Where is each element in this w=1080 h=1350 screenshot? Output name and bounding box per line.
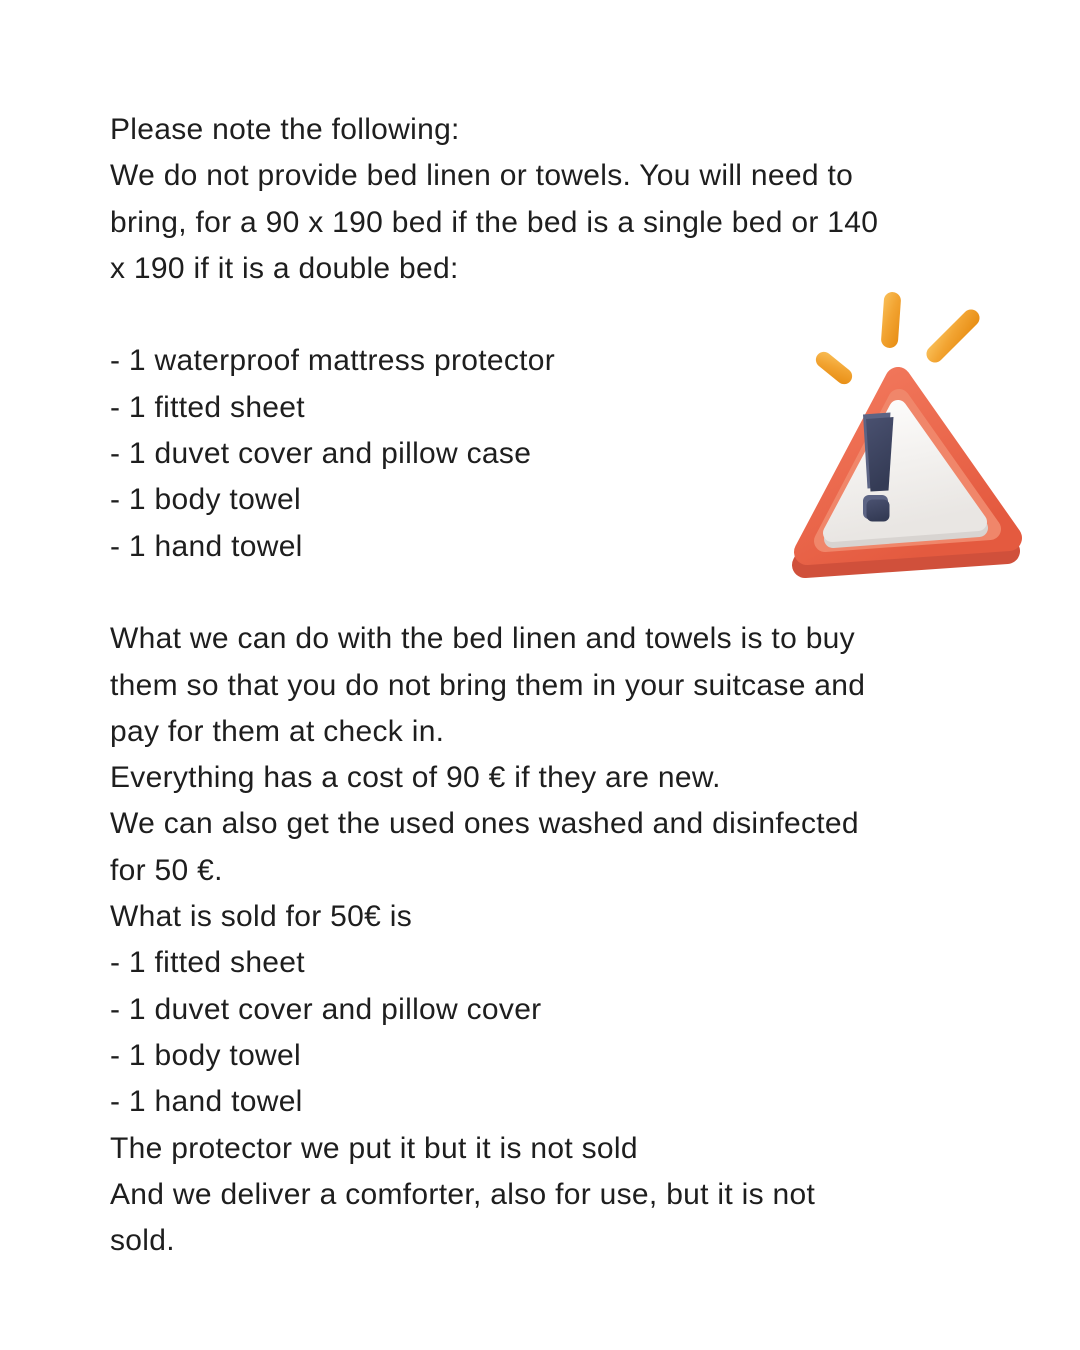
text-line: We do not provide bed linen or towels. You will need to — [110, 159, 854, 193]
text-line: - 1 body towel — [110, 1038, 301, 1072]
text-line: Everything has a cost of 90 € if they are new. — [110, 761, 721, 795]
text-line: - 1 fitted sheet — [110, 946, 305, 980]
text-line: - 1 hand towel — [110, 1085, 303, 1119]
text-line: What is sold for 50€ is — [110, 900, 413, 934]
text-line: sold. — [110, 1224, 175, 1258]
text-line: x 190 if it is a double bed: — [110, 251, 459, 285]
text-line: - 1 waterproof mattress protector — [110, 344, 556, 378]
text-line: - 1 duvet cover and pillow cover — [110, 992, 542, 1026]
text-line: - 1 fitted sheet — [110, 390, 305, 424]
text-line: bring, for a 90 x 190 bed if the bed is a single bed or 140 — [110, 205, 879, 239]
text-line: Please note the following: — [110, 113, 460, 146]
text-line: them so that you do not bring them in your suitcase and — [110, 668, 866, 702]
text-line: - 1 body towel — [110, 483, 301, 517]
text-line: for 50 €. — [110, 853, 223, 887]
warning-alert-icon-svg — [780, 283, 1030, 583]
text-line: pay for them at check in. — [110, 714, 445, 748]
text-line: - 1 hand towel — [110, 529, 303, 563]
text-line: What we can do with the bed linen and towels is to buy — [110, 622, 855, 656]
text-line: And we deliver a comforter, also for use, but it is not — [110, 1177, 816, 1211]
exclamation-icon — [863, 413, 894, 522]
text-line: We can also get the used ones washed and disinfected — [110, 807, 859, 841]
text-line: - 1 duvet cover and pillow case — [110, 437, 532, 471]
text-line: The protector we put it but it is not sold — [110, 1131, 638, 1165]
warning-alert-icon — [780, 283, 1030, 583]
notice-text — [110, 107, 970, 1264]
